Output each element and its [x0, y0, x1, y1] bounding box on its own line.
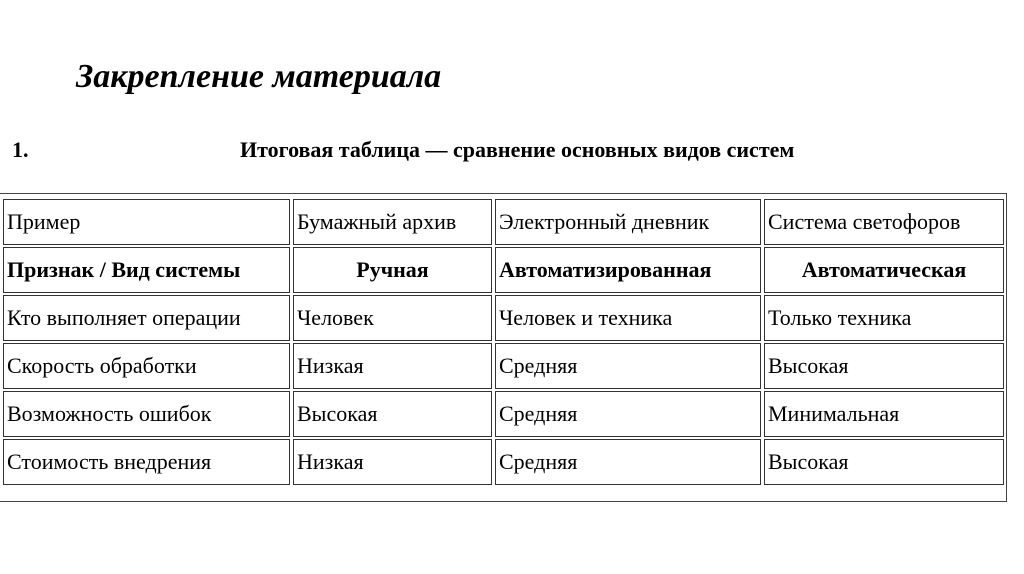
task-number: 1.	[12, 137, 29, 162]
table-cell: Кто выполняет операции	[3, 295, 290, 341]
table-row	[3, 343, 1004, 389]
table-cell: Средняя	[495, 439, 761, 485]
table-row	[3, 295, 1004, 341]
table-cell: Возможность ошибок	[3, 391, 290, 437]
table-header-cell: Автоматизированная	[495, 247, 761, 293]
table-cell: Электронный дневник	[495, 199, 761, 245]
table-cell: Только техника	[764, 295, 1004, 341]
table-cell: Низкая	[293, 439, 492, 485]
table-row-example	[3, 199, 1004, 245]
table-cell: Человек и техника	[495, 295, 761, 341]
table-row	[3, 439, 1004, 485]
table-cell: Средняя	[495, 391, 761, 437]
table-header-cell: Ручная	[293, 247, 492, 293]
table-cell: Скорость обработки	[3, 343, 290, 389]
table-cell: Система светофоров	[764, 199, 1004, 245]
table-header-cell: Автоматическая	[764, 247, 1004, 293]
table-cell: Средняя	[495, 343, 761, 389]
table-cell: Человек	[293, 295, 492, 341]
table-header-row	[3, 247, 1004, 293]
table-cell: Бумажный архив	[293, 199, 492, 245]
task-title: Итоговая таблица — сравнение основных видов систем	[240, 137, 795, 162]
table-cell: Низкая	[293, 343, 492, 389]
table-cell: Высокая	[293, 391, 492, 437]
comparison-table	[0, 197, 1007, 487]
table-cell: Высокая	[764, 343, 1004, 389]
table-row	[3, 391, 1004, 437]
comparison-table-frame	[0, 193, 1007, 502]
table-cell: Минимальная	[764, 391, 1004, 437]
table-cell: Высокая	[764, 439, 1004, 485]
page-title: Закрепление материала	[76, 58, 442, 95]
table-header-cell: Признак / Вид системы	[3, 247, 290, 293]
table-cell: Пример	[3, 199, 290, 245]
table-cell: Стоимость внедрения	[3, 439, 290, 485]
